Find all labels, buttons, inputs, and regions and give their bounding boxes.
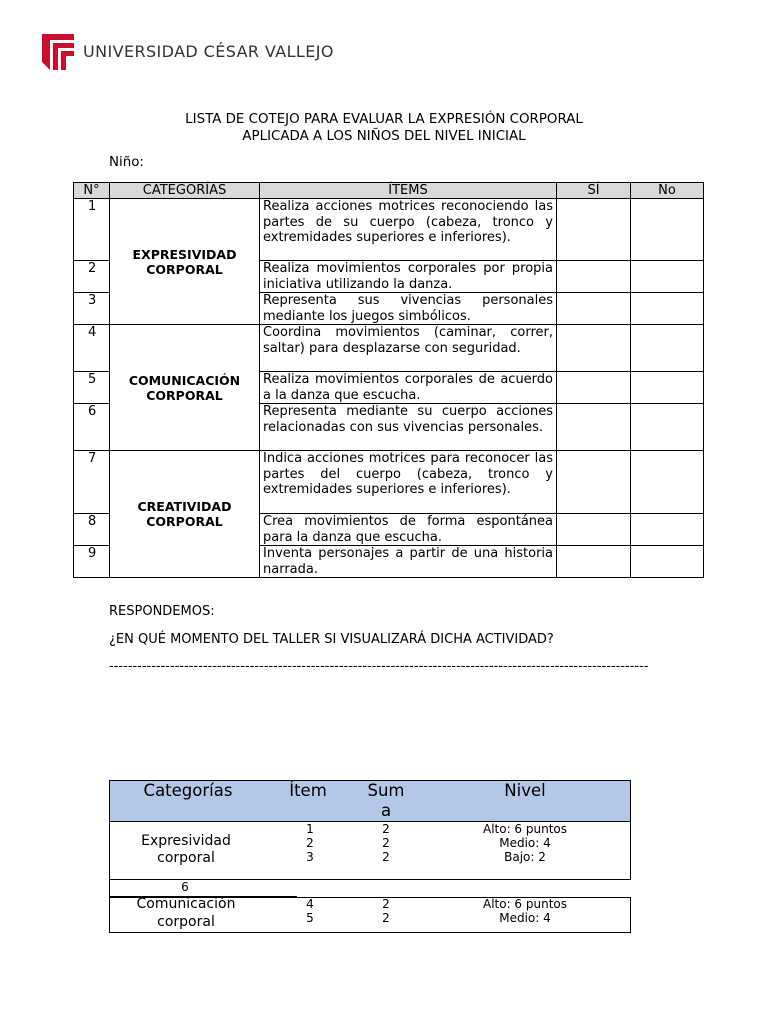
row-number: 1 (74, 199, 110, 261)
summary-items-2: 4 5 (306, 897, 314, 925)
summary-orphan-cell (109, 879, 297, 897)
summary-sums-1: 2 2 2 (382, 822, 390, 864)
yes-checkbox-cell[interactable] (557, 404, 631, 451)
table-header-row (74, 183, 704, 199)
yes-checkbox-cell[interactable] (557, 199, 631, 261)
item-text: Coordina movimientos (caminar, correr, saltar) para desplazarse con seguridad. (260, 325, 557, 372)
item-text: Realiza movimientos corporales de acuerdo a la danza que escucha. (260, 372, 557, 404)
summary-category-2a: Comunicación (136, 896, 236, 912)
item-text: Representa mediante su cuerpo acciones relacionadas con sus vivencias personales. (260, 404, 557, 451)
category-cell: COMUNICACIÓN CORPORAL (110, 325, 260, 451)
no-checkbox-cell[interactable] (631, 293, 704, 325)
summary-levels-1: Alto: 6 puntos Medio: 4 Bajo: 2 (482, 822, 568, 864)
summary-header-item: Ítem (289, 781, 327, 800)
item-text: Inventa personajes a partir de una historia narrada. (260, 546, 557, 578)
summary-header-suma-2: a (380, 801, 392, 820)
row-number: 8 (74, 514, 110, 546)
no-checkbox-cell[interactable] (631, 546, 704, 578)
header-no: No (631, 183, 704, 199)
checklist-table (73, 182, 704, 578)
summary-header-categories: Categorías (143, 781, 233, 800)
summary-header-suma-1: Sum (367, 781, 405, 800)
summary-orphan-line (296, 879, 629, 896)
row-number: 3 (74, 293, 110, 325)
logo-text: UNIVERSIDAD CÉSAR VALLEJO (83, 42, 334, 61)
summary-levels-2: Alto: 6 puntos Medio: 4 (482, 897, 568, 925)
answer-line[interactable]: ------------------------------------------------------------------------------------------------------------------- (109, 659, 649, 674)
no-checkbox-cell[interactable] (631, 514, 704, 546)
item-text: Realiza movimientos corporales por propia iniciativa utilizando la danza. (260, 261, 557, 293)
document-title-line1: LISTA DE COTEJO PARA EVALUAR LA EXPRESIÓN CORPORAL (185, 112, 583, 127)
yes-checkbox-cell[interactable] (557, 372, 631, 404)
yes-checkbox-cell[interactable] (557, 546, 631, 578)
header-categories: CATEGORÍAS (110, 183, 260, 199)
table-row (74, 199, 704, 261)
yes-checkbox-cell[interactable] (557, 451, 631, 514)
header-yes: SÍ (557, 183, 631, 199)
summary-category-1a: Expresividad (141, 833, 231, 849)
item-text: Realiza acciones motrices reconociendo las partes de su cuerpo (cabeza, tronco y extremidades superiores e inferiores). (260, 199, 557, 261)
summary-category-2b: corporal (157, 914, 215, 930)
row-number: 9 (74, 546, 110, 578)
row-number: 2 (74, 261, 110, 293)
header-number: N° (74, 183, 110, 199)
row-number: 7 (74, 451, 110, 514)
item-text: Representa sus vivencias personales mediante los juegos simbólicos. (260, 293, 557, 325)
university-logo (40, 32, 340, 74)
yes-checkbox-cell[interactable] (557, 325, 631, 372)
category-cell: CREATIVIDAD CORPORAL (110, 451, 260, 578)
yes-checkbox-cell[interactable] (557, 514, 631, 546)
row-number: 4 (74, 325, 110, 372)
summary-items-1: 1 2 3 (306, 822, 314, 864)
respond-label: RESPONDEMOS: (109, 604, 215, 619)
row-number: 6 (74, 404, 110, 451)
item-text: Crea movimientos de forma espontánea para la danza que escucha. (260, 514, 557, 546)
no-checkbox-cell[interactable] (631, 404, 704, 451)
respond-question: ¿EN QUÉ MOMENTO DEL TALLER SI VISUALIZARÁ DICHA ACTIVIDAD? (109, 632, 554, 647)
summary-orphan-item: 6 (181, 880, 189, 894)
no-checkbox-cell[interactable] (631, 199, 704, 261)
no-checkbox-cell[interactable] (631, 451, 704, 514)
table-row (74, 325, 704, 372)
summary-category-1b: corporal (157, 850, 215, 866)
ucv-shield-icon (40, 32, 76, 72)
row-number: 5 (74, 372, 110, 404)
category-cell: EXPRESIVIDAD CORPORAL (110, 199, 260, 325)
summary-header-nivel: Nivel (504, 781, 546, 800)
table-row (74, 451, 704, 514)
item-text: Indica acciones motrices para reconocer las partes del cuerpo (cabeza, tronco y extremidades superiores e inferiores). (260, 451, 557, 514)
yes-checkbox-cell[interactable] (557, 293, 631, 325)
yes-checkbox-cell[interactable] (557, 261, 631, 293)
header-items: ÍTEMS (260, 183, 557, 199)
child-name-label: Niño: (109, 155, 144, 170)
document-title-line2: APLICADA A LOS NIÑOS DEL NIVEL INICIAL (242, 129, 526, 144)
no-checkbox-cell[interactable] (631, 372, 704, 404)
no-checkbox-cell[interactable] (631, 261, 704, 293)
summary-sums-2: 2 2 (382, 897, 390, 925)
no-checkbox-cell[interactable] (631, 325, 704, 372)
